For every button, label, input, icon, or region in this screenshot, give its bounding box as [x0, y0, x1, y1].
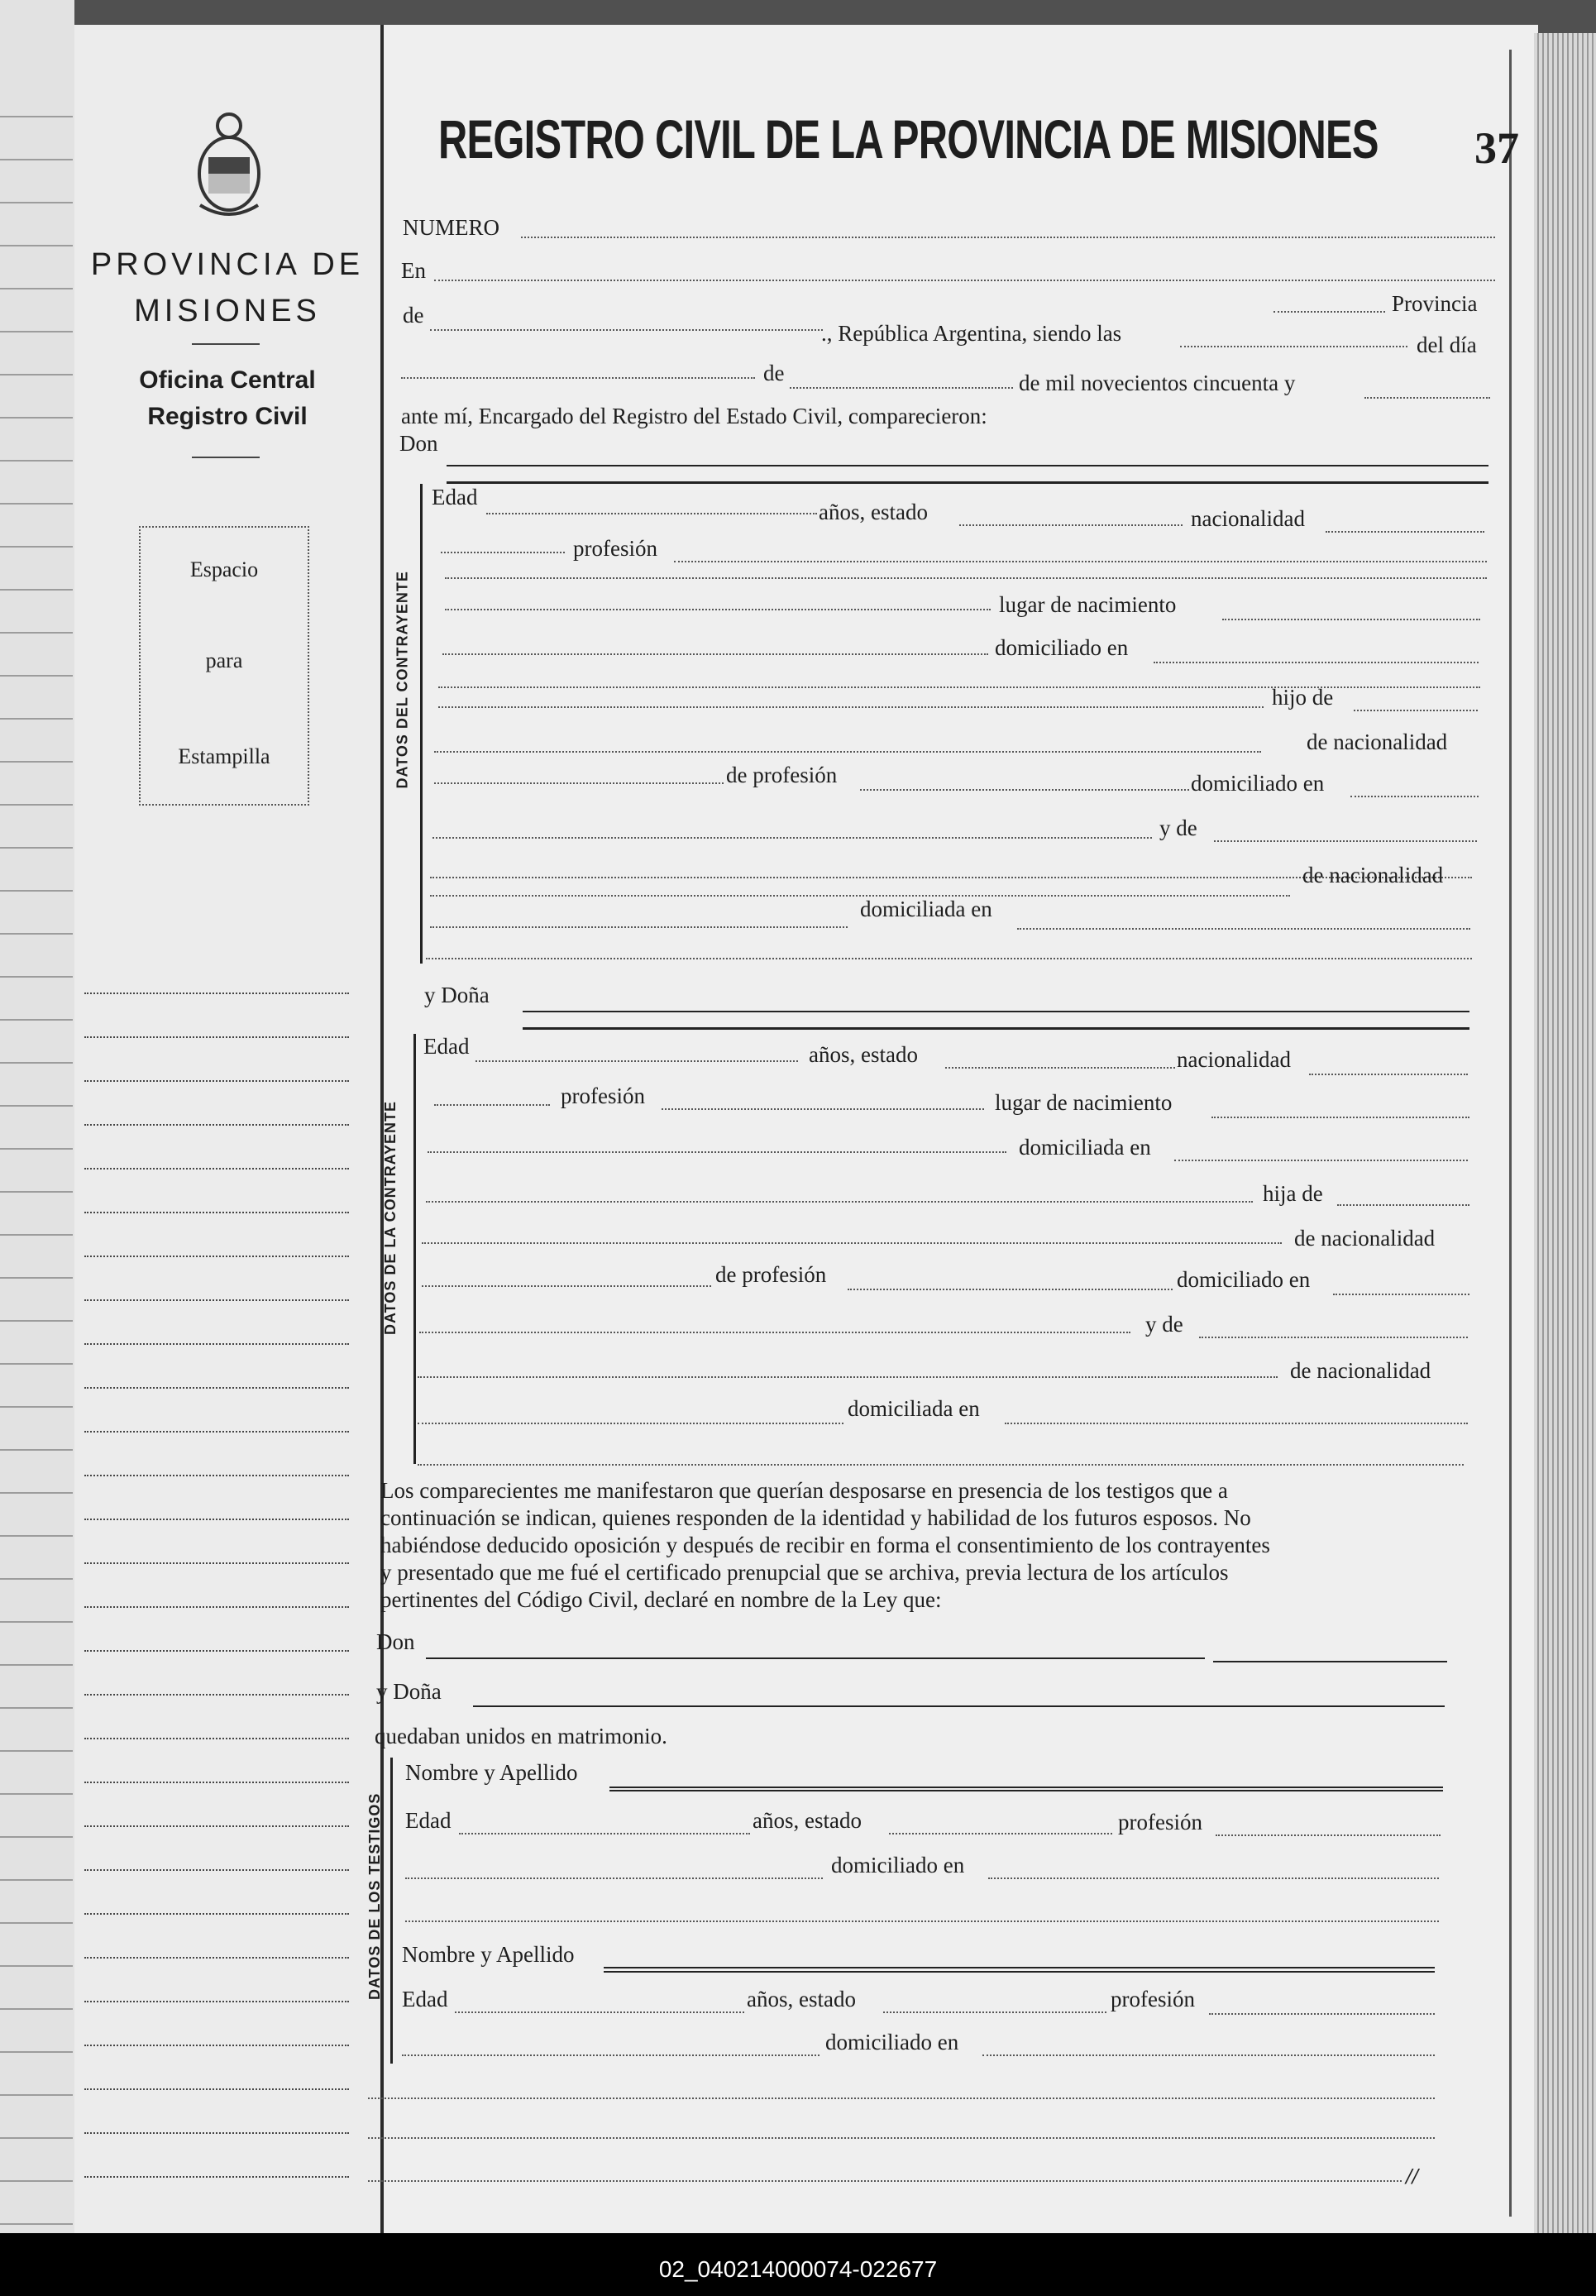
margin-note-line[interactable]	[84, 1475, 349, 1476]
en-label: En	[401, 258, 426, 283]
margin-note-line[interactable]	[84, 993, 349, 994]
en-field[interactable]	[434, 280, 1495, 281]
dia-field[interactable]	[401, 377, 755, 379]
de-label: de	[403, 303, 424, 328]
margin-note-line[interactable]	[84, 1825, 349, 1827]
end-mark: //	[1406, 2164, 1419, 2188]
margin-note-line[interactable]	[84, 2045, 349, 2046]
esposa-field[interactable]	[473, 1705, 1445, 1707]
ruled-line	[0, 417, 73, 419]
nacionalidad-field[interactable]	[1309, 1074, 1468, 1075]
provincia-label: Provincia	[1392, 291, 1478, 316]
don-label: Don	[399, 431, 438, 456]
margin-note-line[interactable]	[84, 1694, 349, 1696]
ruled-line	[0, 245, 73, 246]
margin-note-line[interactable]	[84, 1168, 349, 1170]
ruled-line	[0, 1363, 73, 1365]
madre-dom-field-cont[interactable]	[1017, 928, 1470, 930]
left-margin-page	[74, 25, 380, 2233]
don-field-underline	[447, 481, 1488, 484]
ruled-line	[0, 1750, 73, 1752]
profesion-field[interactable]	[441, 552, 565, 553]
edad-field[interactable]	[475, 1060, 798, 1062]
testigo1-dom-field-cont[interactable]	[988, 1877, 1439, 1879]
profesion2-label: profesión	[1111, 1987, 1195, 2011]
del-dia-label: del día	[1417, 332, 1477, 357]
blank-line[interactable]	[405, 1921, 1439, 1922]
provincia-field[interactable]	[430, 329, 823, 331]
testigo1-nombre-underline	[609, 1790, 1443, 1791]
margin-note-line[interactable]	[84, 1124, 349, 1126]
ruled-line	[0, 460, 73, 462]
testigo1-nombre-field[interactable]	[609, 1787, 1443, 1788]
ruled-line	[0, 890, 73, 892]
margin-note-line[interactable]	[84, 1562, 349, 1564]
de-profesion-label: de profesión	[726, 763, 838, 787]
blank-line[interactable]	[445, 577, 1487, 579]
ruled-line	[0, 1492, 73, 1494]
edad-label: Edad	[432, 485, 478, 509]
domiciliado-label: domiciliado en	[1177, 1267, 1311, 1292]
margin-note-line[interactable]	[84, 1299, 349, 1301]
padre-field[interactable]	[438, 706, 1264, 708]
de-nacionalidad2-label: de nacionalidad	[1290, 1358, 1431, 1383]
mes-field[interactable]	[790, 387, 1013, 389]
madre-field[interactable]	[1199, 1337, 1468, 1338]
ruled-line	[0, 2008, 73, 2010]
ruled-line	[0, 2094, 73, 2096]
domiciliada-label: domiciliada en	[860, 897, 992, 921]
page-title: REGISTRO CIVIL DE LA PROVINCIA DE MISIONES	[438, 108, 1379, 170]
nacionalidad-label: nacionalidad	[1177, 1047, 1291, 1072]
padre-prof-field[interactable]	[848, 1289, 1173, 1290]
ruled-line	[0, 503, 73, 505]
blank-line[interactable]	[368, 2097, 1435, 2099]
dona-field[interactable]	[523, 1011, 1469, 1012]
margin-note-line[interactable]	[84, 1212, 349, 1213]
ruled-line	[0, 1406, 73, 1408]
lugar-nacimiento-label: lugar de nacimiento	[995, 1090, 1173, 1115]
ruled-line	[0, 589, 73, 591]
padre-nac-field[interactable]	[434, 751, 1261, 753]
margin-note-line[interactable]	[84, 1869, 349, 1871]
testigo2-profesion-field[interactable]	[1209, 2013, 1435, 2015]
testigo2-edad-field[interactable]	[455, 2011, 744, 2013]
section-bracket	[390, 1758, 393, 2064]
office-line2: Registro Civil	[147, 403, 308, 430]
domiciliada2-label: domiciliada en	[848, 1396, 980, 1421]
estado-field[interactable]	[959, 524, 1183, 526]
edad-field[interactable]	[486, 513, 817, 514]
padre-field-cont[interactable]	[1354, 710, 1478, 711]
ruled-line	[0, 1277, 73, 1279]
ruled-line	[0, 202, 73, 203]
divider	[192, 457, 260, 458]
republica-label: ., República Argentina, siendo las	[821, 321, 1122, 346]
nacimiento-field[interactable]	[445, 609, 991, 610]
en-field-cont[interactable]	[1273, 311, 1385, 313]
stamp-space-box	[139, 526, 309, 806]
ruled-line	[0, 1707, 73, 1709]
domicilio-field-cont[interactable]	[1174, 1160, 1468, 1161]
ruled-line	[0, 1191, 73, 1193]
ruled-line	[0, 2223, 73, 2225]
padre-field[interactable]	[426, 1201, 1253, 1203]
estado2-label: años, estado	[747, 1987, 856, 2011]
province-line2: MISIONES	[134, 294, 321, 328]
ruled-line	[0, 1793, 73, 1795]
province-line1: PROVINCIA DE	[90, 247, 365, 282]
nacionalidad-label: nacionalidad	[1191, 506, 1305, 531]
margin-note-line[interactable]	[84, 2132, 349, 2134]
margin-note-line[interactable]	[84, 2001, 349, 2002]
domicilio-field[interactable]	[442, 653, 988, 655]
de-nacionalidad2-label: de nacionalidad	[1302, 863, 1444, 887]
section-label: DATOS DE LA CONTRAYENTE	[382, 1100, 399, 1335]
ruled-line	[0, 761, 73, 763]
padre-dom-field[interactable]	[1333, 1294, 1469, 1295]
madre-dom-field[interactable]	[418, 1423, 843, 1424]
margin-note-line[interactable]	[84, 1519, 349, 1520]
margin-note-line[interactable]	[84, 2176, 349, 2178]
profesion-label: profesión	[573, 536, 657, 561]
estado-field[interactable]	[945, 1067, 1175, 1069]
domicilio-field-cont[interactable]	[1154, 662, 1479, 663]
mil-label: de mil novecientos cincuenta y	[1019, 371, 1296, 395]
ruled-line	[0, 2137, 73, 2139]
testigo2-dom-field[interactable]	[402, 2054, 820, 2056]
profesion-field-cont[interactable]	[674, 561, 1487, 562]
nombre2-label: Nombre y Apellido	[402, 1942, 575, 1967]
section-bracket	[413, 1034, 416, 1464]
ruled-line	[0, 374, 73, 375]
y-dona-label: y Doña	[424, 983, 490, 1007]
margin-note-line[interactable]	[84, 1782, 349, 1783]
madre-dom-field[interactable]	[430, 926, 848, 928]
ruled-line	[0, 1234, 73, 1236]
edad-label: Edad	[423, 1034, 470, 1059]
ruled-line	[0, 1019, 73, 1021]
domiciliado2-label: domiciliado en	[825, 2030, 959, 2054]
ruled-line	[0, 1148, 73, 1150]
y-dona-label: y Doña	[376, 1679, 442, 1704]
numero-label: NUMERO	[403, 215, 500, 240]
ruled-line	[0, 1105, 73, 1107]
madre-field[interactable]	[1214, 840, 1477, 842]
margin-note-line[interactable]	[84, 1431, 349, 1433]
testigo2-estado-field[interactable]	[883, 2011, 1106, 2013]
page-stack-edge	[1534, 33, 1596, 2233]
ruled-line	[0, 1965, 73, 1967]
hora-field[interactable]	[1180, 346, 1407, 347]
ante-label: ante mí, Encargado del Registro del Estado Civil, comparecieron:	[401, 404, 987, 428]
margin-note-line[interactable]	[84, 2088, 349, 2090]
ruled-line	[0, 1320, 73, 1322]
padre-dom-field[interactable]	[1350, 796, 1479, 797]
margin-note-line[interactable]	[84, 1913, 349, 1915]
previous-page-edge	[0, 0, 74, 2233]
ruled-line	[0, 718, 73, 720]
edad1-label: Edad	[405, 1808, 452, 1833]
declaration-line: y presentado que me fué el certificado prenupcial que se archiva, previa lectura de los artículos	[380, 1560, 1229, 1585]
padre-nac-field-cont[interactable]	[422, 1285, 711, 1287]
office-name	[108, 362, 347, 435]
margin-note-line[interactable]	[84, 1738, 349, 1739]
profesion-field[interactable]	[434, 1104, 550, 1106]
nacimiento-field[interactable]	[1211, 1117, 1469, 1118]
esposo-field[interactable]	[426, 1657, 1205, 1659]
section-label: DATOS DEL CONTRAYENTE	[394, 571, 411, 789]
ruled-line	[0, 331, 73, 332]
margin-note-line[interactable]	[84, 1080, 349, 1082]
domicilio-field[interactable]	[428, 1151, 1006, 1153]
padre-nac-field-cont[interactable]	[434, 782, 724, 784]
profesion-field-cont[interactable]	[662, 1108, 984, 1110]
ruled-line	[0, 804, 73, 806]
office-line1: Oficina Central	[139, 366, 316, 394]
padre-nac-field[interactable]	[422, 1242, 1282, 1244]
margin-note-line[interactable]	[84, 1387, 349, 1389]
esposo-field-cont[interactable]	[1213, 1661, 1447, 1662]
declaration-line: continuación se indican, quienes responden de la identidad y habilidad de los futuros esposos. No	[380, 1505, 1251, 1530]
stamp-label: Espacio	[189, 557, 259, 581]
padre-field-cont[interactable]	[1337, 1204, 1469, 1206]
testigo2-nombre-underline	[604, 1971, 1435, 1973]
padre-dom-field-cont[interactable]	[419, 1332, 1130, 1333]
margin-note-line[interactable]	[84, 1650, 349, 1652]
hija-de-label: hija de	[1263, 1181, 1323, 1206]
madre-dom-field-cont[interactable]	[1005, 1423, 1468, 1424]
margin-note-line[interactable]	[84, 1256, 349, 1257]
profesion-label: profesión	[561, 1083, 645, 1108]
anio-field[interactable]	[1364, 397, 1490, 399]
stamp-label: para	[205, 648, 243, 672]
de2-label: de	[763, 361, 785, 385]
de-nacionalidad-label: de nacionalidad	[1294, 1226, 1436, 1251]
ruled-line	[0, 546, 73, 548]
y-de-label: y de	[1145, 1312, 1183, 1337]
ruled-line	[0, 1449, 73, 1451]
de-nacionalidad-label: de nacionalidad	[1307, 729, 1448, 754]
testigo2-nombre-field[interactable]	[604, 1967, 1435, 1968]
domiciliado1-label: domiciliado en	[831, 1853, 965, 1877]
ruled-line	[0, 933, 73, 935]
don-label: Don	[376, 1629, 415, 1654]
blank-line[interactable]	[368, 2180, 1402, 2182]
declaration-paragraph	[380, 1477, 1455, 1614]
ruled-line	[0, 2051, 73, 2053]
ruled-line	[0, 675, 73, 677]
testigo1-estado-field[interactable]	[889, 1833, 1112, 1834]
section-bracket	[420, 484, 423, 964]
declaration-line: Los comparecientes me manifestaron que querían desposarse en presencia de los testigos que a	[380, 1478, 1228, 1503]
ruled-line	[0, 288, 73, 289]
ruled-line	[0, 976, 73, 978]
blank-line[interactable]	[426, 958, 1472, 959]
de-profesion-label: de profesión	[715, 1262, 827, 1287]
estado1-label: años, estado	[753, 1808, 862, 1833]
quedaban-label: quedaban unidos en matrimonio.	[375, 1724, 667, 1748]
section-label: DATOS DE LOS TESTIGOS	[366, 1792, 383, 2000]
stamp-label: Estampilla	[178, 744, 270, 768]
profesion1-label: profesión	[1118, 1810, 1202, 1834]
ruled-line	[0, 116, 73, 117]
testigo1-edad-field[interactable]	[459, 1833, 750, 1834]
declaration-line: pertinentes del Código Civil, declaré en nombre de la Ley que:	[380, 1587, 942, 1612]
margin-note-line[interactable]	[84, 1343, 349, 1345]
padre-dom-field-cont[interactable]	[432, 837, 1152, 839]
declaration-line: habiéndose deducido oposición y después de recibir en forma el consentimiento de los contrayentes	[380, 1533, 1270, 1557]
ruled-line	[0, 1879, 73, 1881]
nacionalidad-field[interactable]	[1326, 531, 1484, 533]
ruled-line	[0, 632, 73, 634]
ruled-line	[0, 847, 73, 849]
y-de-label: y de	[1159, 816, 1197, 840]
scan-id: 02_040214000074-022677	[658, 2256, 938, 2282]
madre-nac-field[interactable]	[418, 1376, 1278, 1378]
lugar-nacimiento-label: lugar de nacimiento	[999, 592, 1177, 617]
ruled-line	[0, 2180, 73, 2182]
ruled-line	[0, 1621, 73, 1623]
estado-label: años, estado	[819, 500, 928, 524]
ruled-line	[0, 1578, 73, 1580]
margin-note-line[interactable]	[84, 1606, 349, 1608]
hijo-de-label: hijo de	[1272, 685, 1334, 710]
right-margin-line	[1509, 50, 1512, 2217]
province-name	[83, 242, 372, 334]
domiciliado-label: domiciliado en	[995, 635, 1129, 660]
estado-label: años, estado	[809, 1042, 918, 1067]
divider	[192, 343, 260, 345]
margin-note-line[interactable]	[84, 1036, 349, 1038]
ruled-line	[0, 159, 73, 160]
domiciliado2-label: domiciliado en	[1191, 771, 1325, 796]
ruled-line	[0, 1922, 73, 1924]
nacimiento-field-cont[interactable]	[1222, 619, 1480, 620]
padre-prof-field[interactable]	[860, 789, 1189, 791]
blank-line[interactable]	[418, 1464, 1464, 1466]
coat-of-arms-icon	[184, 108, 275, 223]
ruled-line	[0, 1535, 73, 1537]
page-number: 37	[1474, 123, 1519, 173]
ruled-line	[0, 1062, 73, 1064]
edad2-label: Edad	[402, 1987, 448, 2011]
testigo1-dom-field[interactable]	[405, 1877, 823, 1879]
margin-note-line[interactable]	[84, 1957, 349, 1959]
nombre1-label: Nombre y Apellido	[405, 1760, 578, 1785]
don-field[interactable]	[447, 465, 1488, 466]
testigo2-dom-field-cont[interactable]	[982, 2054, 1435, 2056]
testigo1-profesion-field[interactable]	[1216, 1834, 1441, 1836]
numero-field[interactable]	[521, 237, 1495, 238]
ruled-line	[0, 1664, 73, 1666]
domiciliada-label: domiciliada en	[1019, 1135, 1151, 1160]
form-page	[380, 25, 1538, 2233]
dona-field-underline	[523, 1027, 1469, 1030]
blank-line[interactable]	[368, 2137, 1435, 2139]
ruled-line	[0, 1836, 73, 1838]
